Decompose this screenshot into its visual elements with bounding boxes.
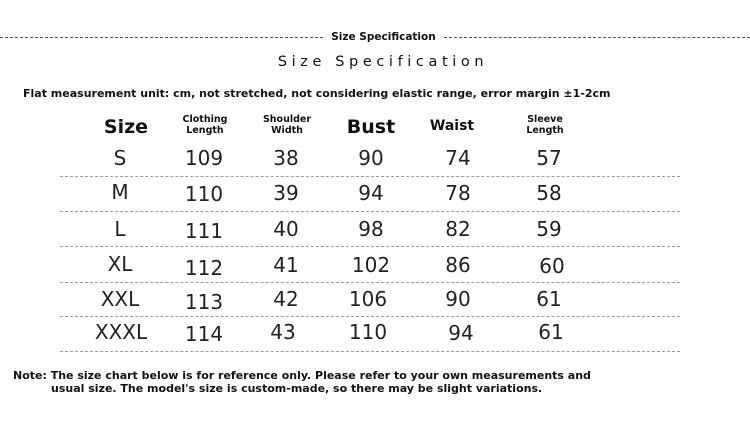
cell-sleeve-length: 61 (536, 287, 562, 311)
row-divider (60, 351, 680, 352)
row-divider (60, 282, 680, 283)
cell-bust: 106 (348, 287, 388, 311)
cell-clothing-length: 112 (184, 256, 224, 280)
header-shoulder-width-line1: Shoulder (262, 114, 312, 125)
header-sleeve-length-line1: Sleeve (527, 114, 563, 125)
cell-size: XXL (100, 287, 140, 311)
header-bust: Bust (346, 116, 396, 138)
footer-note (13, 369, 591, 395)
cell-shoulder-width: 43 (270, 320, 296, 344)
header-sleeve-length (526, 114, 563, 136)
cell-shoulder-width: 39 (273, 181, 299, 205)
cell-clothing-length: 114 (184, 322, 224, 346)
cell-clothing-length: 113 (184, 290, 224, 314)
cell-waist: 74 (445, 146, 471, 170)
cell-sleeve-length: 60 (539, 254, 565, 278)
page-title: Size Specification (277, 54, 489, 70)
cell-clothing-length: 110 (184, 182, 224, 206)
cell-sleeve-length: 58 (536, 181, 562, 205)
cell-waist: 90 (445, 287, 471, 311)
header-clothing-length-line1: Clothing (182, 114, 228, 125)
header-clothing-length (183, 114, 228, 136)
cell-size: M (111, 180, 129, 204)
cell-shoulder-width: 41 (273, 253, 299, 277)
cell-bust: 102 (351, 253, 391, 277)
cell-sleeve-length: 61 (538, 320, 564, 344)
header-size: Size (103, 116, 149, 138)
header-sleeve-length-line2: Length (526, 125, 564, 136)
cell-waist: 86 (445, 253, 471, 277)
row-divider (60, 246, 680, 247)
cell-shoulder-width: 40 (273, 217, 299, 241)
footer-note-line1: Note: The size chart below is for reference only. Please refer to your own measurements and (13, 369, 591, 382)
cell-clothing-length: 111 (184, 219, 224, 243)
row-divider (60, 211, 680, 212)
cell-waist: 82 (445, 217, 471, 241)
cell-bust: 94 (358, 181, 384, 205)
cell-shoulder-width: 38 (273, 146, 299, 170)
banner-title: Size Specification (331, 31, 436, 43)
cell-waist: 94 (448, 321, 474, 345)
cell-bust: 110 (348, 320, 388, 344)
header-shoulder-width-line2: Width (271, 125, 303, 136)
measurement-note: Flat measurement unit: cm, not stretched, not considering elastic range, error margin ±1-2cm (23, 87, 611, 100)
cell-clothing-length: 109 (184, 146, 224, 170)
cell-shoulder-width: 42 (273, 287, 299, 311)
cell-size: XXXL (94, 320, 148, 344)
row-divider (60, 176, 680, 177)
cell-size: S (113, 146, 127, 170)
cell-bust: 90 (358, 146, 384, 170)
cell-waist: 78 (445, 181, 471, 205)
cell-size: L (114, 217, 126, 241)
header-shoulder-width (263, 114, 311, 136)
footer-note-line2: usual size. The model's size is custom-made, so there may be slight variations. (51, 382, 543, 395)
cell-bust: 98 (358, 217, 384, 241)
row-divider (60, 316, 680, 317)
header-waist: Waist (429, 118, 475, 134)
cell-sleeve-length: 57 (536, 146, 562, 170)
header-clothing-length-line2: Length (186, 125, 224, 136)
cell-sleeve-length: 59 (536, 217, 562, 241)
cell-size: XL (107, 252, 133, 276)
